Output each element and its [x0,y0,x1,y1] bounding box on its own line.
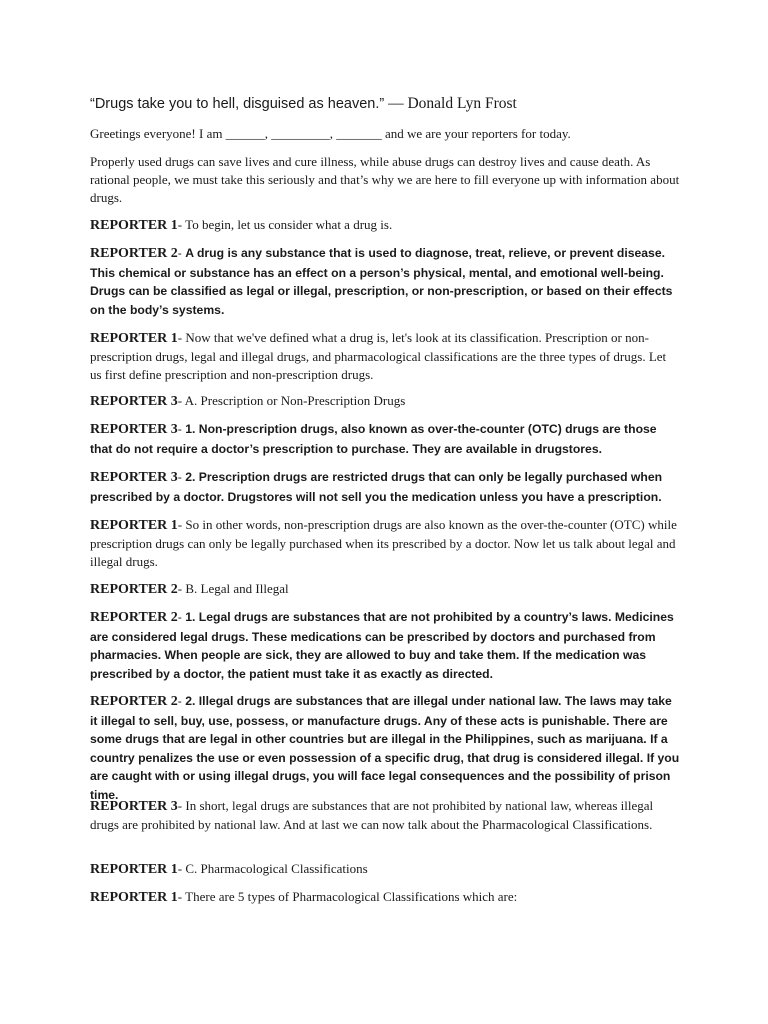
paragraph: REPORTER 3- 1. Non-prescription drugs, also known as over-the-counter (OTC) drugs are those that do not require a doctor’s prescription to purchase. They are available in drugstores. [90,422,657,456]
paragraph-text: In short, legal drugs are substances that are not prohibited by national law, whereas illegal drugs are prohibited by national law. And at last we can now talk about the Pharmacological Classifications. [90,798,654,832]
paragraph-text: B. Legal and Illegal [185,581,289,596]
speaker-label: REPORTER 3 [90,799,178,814]
speaker-label: REPORTER 2 [90,582,178,597]
speaker-label: REPORTER 3 [90,422,178,437]
speaker-label: REPORTER 3 [90,394,178,409]
speaker-label: REPORTER 2 [90,610,178,625]
speaker-label: REPORTER 2 [90,246,178,261]
paragraph-text: 2. Illegal drugs are substances that are illegal under national law. The laws may take it illegal to sell, buy, use, possess, or manufacture drugs. Any of these acts is punishable. There are some drugs that are legal in other countries but are illegal in the Philippines, such as marijuana. If a country penalizes the use or even possession of a specific drug, that drug is considered illegal. If you are caught with or using illegal drugs, you will face legal consequences and the possibility of prison time. [90,694,680,802]
paragraph: REPORTER 2- B. Legal and Illegal [90,581,289,597]
paragraph-text: So in other words, non-prescription drugs are also known as the over-the-counter (OTC) while prescription drugs can only be legally purchased when its prescribed by a doctor. Now let us talk about legal and illegal drugs. [90,517,677,569]
paragraph: REPORTER 2- A drug is any substance that is used to diagnose, treat, relieve, or prevent disease. This chemical or substance has an effect on a person’s physical, mental, and emotional well-being. Drugs can be classified as legal or illegal, prescription, or non-prescription, or based on their effects on the body’s systems. [90,246,673,317]
paragraph-text: There are 5 types of Pharmacological Classifications which are: [185,889,518,904]
paragraph-text: 1. Non-prescription drugs, also known as over-the-counter (OTC) drugs are those that do not require a doctor’s prescription to purchase. They are available in drugstores. [90,422,657,456]
speaker-label: REPORTER 1 [90,218,178,233]
paragraph-text: A. Prescription or Non-Prescription Drugs [184,393,406,408]
paragraph-text: Now that we've defined what a drug is, let's look at its classification. Prescription or non-prescription drugs, legal and illegal drugs, and pharmacological classifications are the three types of drugs. Let us first define prescription and non-prescription drugs. [90,330,667,382]
paragraph-text: A drug is any substance that is used to diagnose, treat, relieve, or prevent disease. This chemical or substance has an effect on a person’s physical, mental, and emotional well-being. Drugs can be classified as legal or illegal, prescription, or non-prescription, or based on their effects on the body’s systems. [90,246,673,317]
paragraph: REPORTER 1- To begin, let us consider what a drug is. [90,217,393,233]
speaker-label: REPORTER 1 [90,890,178,905]
speaker-label: REPORTER 1 [90,331,178,346]
paragraph: REPORTER 3- In short, legal drugs are substances that are not prohibited by national law, whereas illegal drugs are prohibited by national law. And at last we can now talk about the Pharmacological Classifications. [90,798,654,832]
paragraph: REPORTER 3- A. Prescription or Non-Prescription Drugs [90,393,406,409]
paragraph: REPORTER 2- 1. Legal drugs are substances that are not prohibited by a country’s laws. Medicines are considered legal drugs. These medications can be prescribed by doctors and purchased from pharmacies. When people are sick, they are allowed to buy and take them. If the medication was prescribed by a doctor, the patient must take it as exactly as directed. [90,610,674,681]
greeting-paragraph: Greetings everyone! I am ______, _________, _______ and we are your reporters for today. [90,126,571,141]
intro-paragraph: Properly used drugs can save lives and cure illness, while abuse drugs can destroy lives and cause death. As rational people, we must take this seriously and that’s why we are here to fill everyone up with information about drugs. [90,154,680,205]
speaker-label: REPORTER 2 [90,694,178,709]
speaker-label: REPORTER 1 [90,518,178,533]
paragraph: REPORTER 1- C. Pharmacological Classifications [90,861,368,877]
paragraph-text: C. Pharmacological Classifications [185,861,368,876]
paragraph: REPORTER 1- So in other words, non-prescription drugs are also known as the over-the-counter (OTC) while prescription drugs can only be legally purchased when its prescribed by a doctor. Now let us talk about legal and illegal drugs. [90,517,677,569]
quote-text: “Drugs take you to hell, disguised as heaven.” [90,96,385,112]
paragraph-text: 2. Prescription drugs are restricted drugs that can only be legally purchased when prescribed by a doctor. Drugstores will not sell you the medication unless you have a prescription. [90,470,663,504]
paragraph: REPORTER 1- There are 5 types of Pharmacological Classifications which are: [90,889,518,905]
speaker-label: REPORTER 1 [90,862,178,877]
paragraph: REPORTER 1- Now that we've defined what a drug is, let's look at its classification. Prescription or non-prescription drugs, legal and illegal drugs, and pharmacological classifications are the three types of drugs. Let us first define prescription and non-prescription drugs. [90,330,667,382]
speaker-label: REPORTER 3 [90,470,178,485]
paragraph-text: 1. Legal drugs are substances that are not prohibited by a country’s laws. Medicines are considered legal drugs. These medications can be prescribed by doctors and purchased from pharmacies. When people are sick, they are allowed to buy and take them. If the medication was prescribed by a doctor, the patient must take it as exactly as directed. [90,610,674,681]
quote-author: — Donald Lyn Frost [388,95,517,112]
opening-quote [90,94,680,114]
paragraph: REPORTER 2- 2. Illegal drugs are substances that are illegal under national law. The laws may take it illegal to sell, buy, use, possess, or manufacture drugs. Any of these acts is punishable. There are some drugs that are legal in other countries but are illegal in the Philippines, such as marijuana. If a country penalizes the use or even possession of a specific drug, that drug is considered illegal. If you are caught with or using illegal drugs, you will face legal consequences and the possibility of prison time. [90,694,680,802]
paragraph: REPORTER 3- 2. Prescription drugs are restricted drugs that can only be legally purchased when prescribed by a doctor. Drugstores will not sell you the medication unless you have a prescription. [90,470,663,504]
paragraph-text: To begin, let us consider what a drug is. [185,217,393,232]
